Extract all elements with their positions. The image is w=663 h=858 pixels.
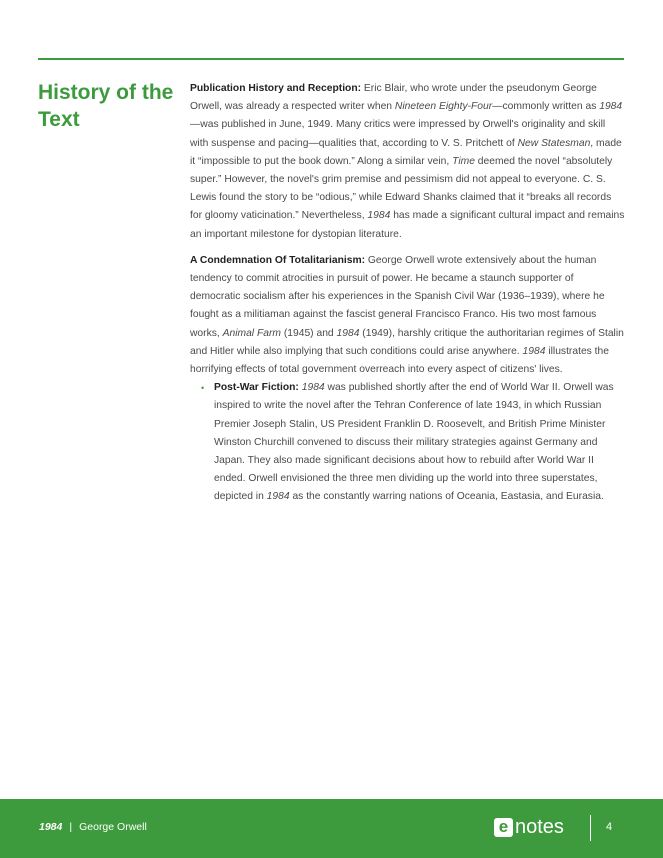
logo-text: notes <box>515 816 564 838</box>
logo-e-icon: e <box>494 818 513 837</box>
condemnation-paragraph: A Condemnation Of Totalitarianism: George Orwell wrote extensively about the human tendency to commit atrocities in pursuit of power. He became a staunch supporter of democratic socialism after his experiences in the Spanish Civil War (1936–1939), where he fought as a militiaman against the fascist general Francisco Franco. His two most famous works, Animal Farm (1945) and 1984 (1949), harshly critique the authoritarian regimes of Stalin and Hitler while also implying that such conditions could arise anywhere. 1984 illustrates the horrifying effects of total government overreach into every aspect of citizens' lives. <box>190 254 624 376</box>
footer-divider <box>590 815 591 841</box>
postwar-heading: Post-War Fiction: <box>214 382 299 394</box>
top-rule <box>38 58 624 60</box>
publication-heading: Publication History and Reception: <box>190 83 362 94</box>
footer-author: George Orwell <box>79 821 147 833</box>
bullet-list <box>190 379 626 506</box>
list-item: • Post-War Fiction: 1984 was published shortly after the end of World War II. Orwell was inspired to write the novel after the Tehran Conference of late 1943, in which Russian Premier Joseph Stalin, US President Franklin D. Roosevelt, and British Prime Minister Winston Churchill convened to discuss their military strategies against Germany and Japan. They also made significant decisions about how to rebuild after World War II ended. Orwell envisioned the three men dividing up the world into three superstates, depicted in 1984 as the constantly warring nations of Oceania, Eastasia, and Eurasia. <box>214 379 626 506</box>
publication-paragraph: Publication History and Reception: Eric Blair, who wrote under the pseudonym George Orwell, was already a respected writer when Nineteen Eighty-Four—commonly written as 1984—was published in June, 1949. Many critics were impressed by Orwell's originality and skill with suspense and pacing—qualities that, according to V. S. Pritchett of New Statesman, made it “impossible to put the book down.” Along a similar vein, Time deemed the novel “absolutely super.” However, the novel's grim premise and pessimism did not appeal to everyone. C. S. Lewis found the story to be “odious,” while Edward Shanks claimed that it “breaks all records for gloomy vaticination.” Nevertheless, 1984 has made a significant cultural impact and remains an important milestone for dystopian literature. <box>190 83 625 240</box>
main-text <box>190 80 626 507</box>
footer-separator: | <box>69 821 73 833</box>
condemnation-heading: A Condemnation Of Totalitarianism: <box>190 254 366 266</box>
section-title: History of the Text <box>38 81 174 131</box>
footer-book-info <box>39 821 147 833</box>
footer-bar <box>0 799 663 858</box>
footer-book-title: 1984 <box>39 821 63 833</box>
page-number: 4 <box>606 821 613 833</box>
